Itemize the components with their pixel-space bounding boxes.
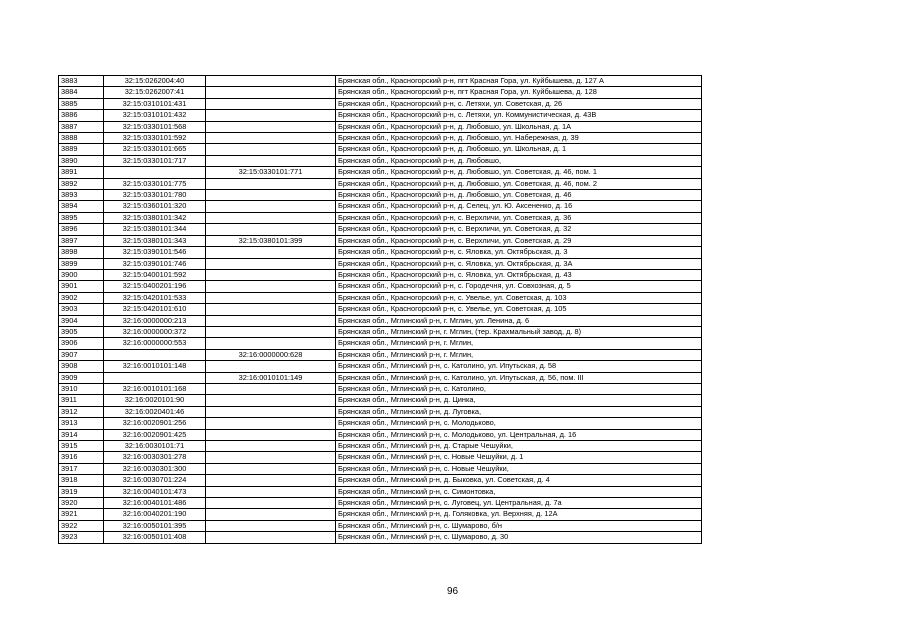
cadastral-number-cell: 32:15:0262007:41 — [104, 87, 206, 98]
cadastral-number-2-cell — [206, 178, 336, 189]
cadastral-number-2-cell — [206, 498, 336, 509]
table-row — [59, 441, 702, 452]
address-cell: Брянская обл., Мглинский р-н, д. Голяковка, ул. Верхняя, д. 12А — [336, 509, 702, 520]
table-row — [59, 338, 702, 349]
table-row — [59, 372, 702, 383]
cadastral-number-cell: 32:16:0020901:256 — [104, 418, 206, 429]
cadastral-number-cell: 32:15:0330101:568 — [104, 121, 206, 132]
address-cell: Брянская обл., Мглинский р-н, с. Молодьково, — [336, 418, 702, 429]
cadastral-number-cell: 32:15:0330101:665 — [104, 144, 206, 155]
cadastral-number-cell: 32:15:0400101:592 — [104, 269, 206, 280]
cadastral-number-cell: 32:15:0380101:342 — [104, 212, 206, 223]
cadastral-number-2-cell — [206, 110, 336, 121]
row-number-cell: 3919 — [59, 486, 104, 497]
table-row — [59, 452, 702, 463]
address-cell: Брянская обл., Красногорский р-н, с. Верхличи, ул. Советская, д. 36 — [336, 212, 702, 223]
address-cell: Брянская обл., Красногорский р-н, д. Любовшо, ул. Школьная, д. 1 — [336, 144, 702, 155]
cadastral-number-2-cell — [206, 463, 336, 474]
table-row — [59, 532, 702, 543]
row-number-cell: 3891 — [59, 167, 104, 178]
cadastral-number-2-cell — [206, 201, 336, 212]
cadastral-number-cell: 32:16:0020901:425 — [104, 429, 206, 440]
property-table — [58, 75, 702, 544]
cadastral-number-2-cell — [206, 269, 336, 280]
cadastral-number-cell: 32:15:0330101:717 — [104, 155, 206, 166]
cadastral-number-cell: 32:15:0420101:533 — [104, 292, 206, 303]
address-cell: Брянская обл., Красногорский р-н, с. Верхличи, ул. Советская, д. 32 — [336, 224, 702, 235]
address-cell: Брянская обл., Красногорский р-н, с. Увелье, ул. Советская, д. 103 — [336, 292, 702, 303]
cadastral-number-cell — [104, 349, 206, 360]
address-cell: Брянская обл., Мглинский р-н, с. Шумарово, д. 30 — [336, 532, 702, 543]
address-cell: Брянская обл., Красногорский р-н, д. Любовшо, ул. Советская, д. 46, пом. 2 — [336, 178, 702, 189]
row-number-cell: 3889 — [59, 144, 104, 155]
table-row — [59, 247, 702, 258]
cadastral-number-cell: 32:16:0050101:408 — [104, 532, 206, 543]
address-cell: Брянская обл., Мглинский р-н, г. Мглин, ул. Ленина, д. 6 — [336, 315, 702, 326]
address-cell: Брянская обл., Мглинский р-н, г. Мглин, (тер. Крахмальный завод, д. 8) — [336, 326, 702, 337]
table-row — [59, 98, 702, 109]
table-row — [59, 212, 702, 223]
table-row — [59, 76, 702, 87]
cadastral-number-2-cell — [206, 76, 336, 87]
page-number: 96 — [446, 586, 459, 597]
row-number-cell: 3883 — [59, 76, 104, 87]
address-cell: Брянская обл., Мглинский р-н, с. Католино, ул. Ипутьская, д. 58 — [336, 361, 702, 372]
table-row — [59, 110, 702, 121]
address-cell: Брянская обл., Красногорский р-н, д. Любовшо, ул. Школьная, д. 1А — [336, 121, 702, 132]
table-row — [59, 475, 702, 486]
row-number-cell: 3916 — [59, 452, 104, 463]
row-number-cell: 3885 — [59, 98, 104, 109]
table-row — [59, 144, 702, 155]
cadastral-number-2-cell — [206, 509, 336, 520]
cadastral-number-2-cell — [206, 326, 336, 337]
row-number-cell: 3902 — [59, 292, 104, 303]
cadastral-number-cell: 32:15:0360101:320 — [104, 201, 206, 212]
row-number-cell: 3888 — [59, 133, 104, 144]
table-row — [59, 463, 702, 474]
cadastral-number-cell: 32:16:0000000:553 — [104, 338, 206, 349]
row-number-cell: 3906 — [59, 338, 104, 349]
table-row — [59, 133, 702, 144]
cadastral-number-2-cell: 32:16:0010101:149 — [206, 372, 336, 383]
row-number-cell: 3921 — [59, 509, 104, 520]
cadastral-number-cell: 32:15:0390101:546 — [104, 247, 206, 258]
cadastral-number-cell: 32:15:0310101:431 — [104, 98, 206, 109]
table-row — [59, 235, 702, 246]
address-cell: Брянская обл., Красногорский р-н, с. Яловка, ул. Октябрьская, д. 43 — [336, 269, 702, 280]
cadastral-number-2-cell — [206, 121, 336, 132]
cadastral-number-cell: 32:15:0330101:775 — [104, 178, 206, 189]
address-cell: Брянская обл., Мглинский р-н, с. Новые Чешуйки, — [336, 463, 702, 474]
row-number-cell: 3911 — [59, 395, 104, 406]
address-cell: Брянская обл., Красногорский р-н, с. Верхличи, ул. Советская, д. 29 — [336, 235, 702, 246]
cadastral-number-cell: 32:16:0010101:148 — [104, 361, 206, 372]
table-row — [59, 292, 702, 303]
address-cell: Брянская обл., Красногорский р-н, с. Яловка, ул. Октябрьская, д. 3А — [336, 258, 702, 269]
row-number-cell: 3887 — [59, 121, 104, 132]
row-number-cell: 3895 — [59, 212, 104, 223]
cadastral-number-2-cell — [206, 383, 336, 394]
cadastral-number-2-cell — [206, 190, 336, 201]
cadastral-number-cell: 32:16:0020401:46 — [104, 406, 206, 417]
address-cell: Брянская обл., Красногорский р-н, д. Любовшо, — [336, 155, 702, 166]
cadastral-number-2-cell — [206, 418, 336, 429]
table-row — [59, 395, 702, 406]
table-row — [59, 315, 702, 326]
cadastral-number-cell: 32:16:0010101:168 — [104, 383, 206, 394]
address-cell: Брянская обл., Мглинский р-н, г. Мглин, — [336, 349, 702, 360]
row-number-cell: 3903 — [59, 304, 104, 315]
cadastral-number-2-cell — [206, 441, 336, 452]
address-cell: Брянская обл., Мглинский р-н, д. Цинка, — [336, 395, 702, 406]
table-row — [59, 520, 702, 531]
cadastral-number-cell: 32:16:0040101:486 — [104, 498, 206, 509]
address-cell: Брянская обл., Мглинский р-н, с. Новые Чешуйки, д. 1 — [336, 452, 702, 463]
cadastral-number-2-cell: 32:15:0380101:399 — [206, 235, 336, 246]
cadastral-number-2-cell — [206, 304, 336, 315]
table-row — [59, 224, 702, 235]
cadastral-number-2-cell: 32:15:0330101:771 — [206, 167, 336, 178]
cadastral-number-2-cell: 32:16:0000000:628 — [206, 349, 336, 360]
row-number-cell: 3905 — [59, 326, 104, 337]
cadastral-number-2-cell — [206, 224, 336, 235]
cadastral-number-2-cell — [206, 315, 336, 326]
address-cell: Брянская обл., Мглинский р-н, с. Шумарово, б/н — [336, 520, 702, 531]
row-number-cell: 3908 — [59, 361, 104, 372]
cadastral-number-2-cell — [206, 406, 336, 417]
cadastral-number-cell: 32:16:0030101:71 — [104, 441, 206, 452]
row-number-cell: 3897 — [59, 235, 104, 246]
address-cell: Брянская обл., Мглинский р-н, д. Быковка, ул. Советская, д. 4 — [336, 475, 702, 486]
cadastral-number-cell: 32:15:0380101:343 — [104, 235, 206, 246]
cadastral-number-cell: 32:15:0420101:610 — [104, 304, 206, 315]
cadastral-number-cell: 32:16:0020101:90 — [104, 395, 206, 406]
row-number-cell: 3904 — [59, 315, 104, 326]
table-row — [59, 190, 702, 201]
row-number-cell: 3914 — [59, 429, 104, 440]
address-cell: Брянская обл., Красногорский р-н, д. Любовшо, ул. Набережная, д. 39 — [336, 133, 702, 144]
cadastral-number-2-cell — [206, 247, 336, 258]
table-row — [59, 349, 702, 360]
row-number-cell: 3915 — [59, 441, 104, 452]
cadastral-number-2-cell — [206, 281, 336, 292]
address-cell: Брянская обл., Красногорский р-н, д. Селец, ул. Ю. Аксененко, д. 16 — [336, 201, 702, 212]
cadastral-number-cell: 32:16:0000000:372 — [104, 326, 206, 337]
cadastral-number-2-cell — [206, 87, 336, 98]
table-row — [59, 383, 702, 394]
row-number-cell: 3910 — [59, 383, 104, 394]
cadastral-number-cell: 32:15:0400201:196 — [104, 281, 206, 292]
row-number-cell: 3909 — [59, 372, 104, 383]
table-row — [59, 121, 702, 132]
table-row — [59, 167, 702, 178]
table-row — [59, 201, 702, 212]
cadastral-number-2-cell — [206, 144, 336, 155]
address-cell: Брянская обл., Красногорский р-н, с. Увелье, ул. Советская, д. 105 — [336, 304, 702, 315]
cadastral-number-2-cell — [206, 155, 336, 166]
table-row — [59, 486, 702, 497]
address-cell: Брянская обл., Красногорский р-н, с. Городечня, ул. Совхозная, д. 5 — [336, 281, 702, 292]
cadastral-number-2-cell — [206, 429, 336, 440]
table-row — [59, 155, 702, 166]
cadastral-number-2-cell — [206, 475, 336, 486]
row-number-cell: 3923 — [59, 532, 104, 543]
row-number-cell: 3893 — [59, 190, 104, 201]
cadastral-number-cell: 32:16:0050101:395 — [104, 520, 206, 531]
address-cell: Брянская обл., Мглинский р-н, с. Католино, ул. Ипутьская, д. 56, пом. III — [336, 372, 702, 383]
address-cell: Брянская обл., Красногорский р-н, с. Летяхи, ул. Советская, д. 26 — [336, 98, 702, 109]
table-row — [59, 269, 702, 280]
cadastral-number-cell: 32:16:0000000:213 — [104, 315, 206, 326]
address-cell: Брянская обл., Мглинский р-н, д. Луговка, — [336, 406, 702, 417]
cadastral-number-cell: 32:15:0330101:592 — [104, 133, 206, 144]
table-row — [59, 406, 702, 417]
table-row — [59, 178, 702, 189]
row-number-cell: 3901 — [59, 281, 104, 292]
row-number-cell: 3912 — [59, 406, 104, 417]
cadastral-number-2-cell — [206, 395, 336, 406]
property-table-body — [59, 76, 702, 544]
row-number-cell: 3890 — [59, 155, 104, 166]
address-cell: Брянская обл., Красногорский р-н, с. Яловка, ул. Октябрьская, д. 3 — [336, 247, 702, 258]
address-cell: Брянская обл., Красногорский р-н, пгт Красная Гора, ул. Куйбышева, д. 127 А — [336, 76, 702, 87]
cadastral-number-cell: 32:16:0030301:278 — [104, 452, 206, 463]
address-cell: Брянская обл., Мглинский р-н, г. Мглин, — [336, 338, 702, 349]
cadastral-number-2-cell — [206, 258, 336, 269]
cadastral-number-cell: 32:16:0030301:300 — [104, 463, 206, 474]
row-number-cell: 3907 — [59, 349, 104, 360]
cadastral-number-2-cell — [206, 361, 336, 372]
table-row — [59, 304, 702, 315]
cadastral-number-cell: 32:15:0262004:40 — [104, 76, 206, 87]
row-number-cell: 3899 — [59, 258, 104, 269]
address-cell: Брянская обл., Мглинский р-н, с. Католино, — [336, 383, 702, 394]
cadastral-number-2-cell — [206, 532, 336, 543]
table-row — [59, 509, 702, 520]
row-number-cell: 3918 — [59, 475, 104, 486]
table-row — [59, 361, 702, 372]
cadastral-number-cell: 32:15:0390101:746 — [104, 258, 206, 269]
row-number-cell: 3922 — [59, 520, 104, 531]
cadastral-number-cell: 32:15:0330101:780 — [104, 190, 206, 201]
address-cell: Брянская обл., Мглинский р-н, д. Старые Чешуйки, — [336, 441, 702, 452]
table-row — [59, 281, 702, 292]
table-row — [59, 418, 702, 429]
address-cell: Брянская обл., Мглинский р-н, с. Луговец, ул. Центральная, д. 7а — [336, 498, 702, 509]
table-row — [59, 326, 702, 337]
row-number-cell: 3892 — [59, 178, 104, 189]
address-cell: Брянская обл., Красногорский р-н, д. Любовшо, ул. Советская, д. 46 — [336, 190, 702, 201]
address-cell: Брянская обл., Красногорский р-н, д. Любовшо, ул. Советская, д. 46, пом. 1 — [336, 167, 702, 178]
cadastral-number-cell: 32:15:0380101:344 — [104, 224, 206, 235]
address-cell: Брянская обл., Мглинский р-н, с. Молодьково, ул. Центральная, д. 16 — [336, 429, 702, 440]
cadastral-number-cell: 32:16:0040201:190 — [104, 509, 206, 520]
row-number-cell: 3913 — [59, 418, 104, 429]
row-number-cell: 3896 — [59, 224, 104, 235]
cadastral-number-cell: 32:16:0040101:473 — [104, 486, 206, 497]
table-row — [59, 498, 702, 509]
row-number-cell: 3920 — [59, 498, 104, 509]
cadastral-number-cell: 32:15:0310101:432 — [104, 110, 206, 121]
cadastral-number-2-cell — [206, 338, 336, 349]
table-row — [59, 87, 702, 98]
cadastral-number-2-cell — [206, 520, 336, 531]
address-cell: Брянская обл., Красногорский р-н, с. Летяхи, ул. Коммунистическая, д. 43В — [336, 110, 702, 121]
cadastral-number-2-cell — [206, 212, 336, 223]
row-number-cell: 3894 — [59, 201, 104, 212]
row-number-cell: 3917 — [59, 463, 104, 474]
address-cell: Брянская обл., Красногорский р-н, пгт Красная Гора, ул. Куйбышева, д. 128 — [336, 87, 702, 98]
cadastral-number-2-cell — [206, 292, 336, 303]
cadastral-number-cell: 32:16:0030701:224 — [104, 475, 206, 486]
address-cell: Брянская обл., Мглинский р-н, с. Симонтовка, — [336, 486, 702, 497]
row-number-cell: 3900 — [59, 269, 104, 280]
row-number-cell: 3884 — [59, 87, 104, 98]
table-row — [59, 258, 702, 269]
table-row — [59, 429, 702, 440]
cadastral-number-cell — [104, 372, 206, 383]
cadastral-number-2-cell — [206, 98, 336, 109]
row-number-cell: 3886 — [59, 110, 104, 121]
cadastral-number-2-cell — [206, 452, 336, 463]
row-number-cell: 3898 — [59, 247, 104, 258]
cadastral-number-2-cell — [206, 133, 336, 144]
cadastral-number-cell — [104, 167, 206, 178]
cadastral-number-2-cell — [206, 486, 336, 497]
